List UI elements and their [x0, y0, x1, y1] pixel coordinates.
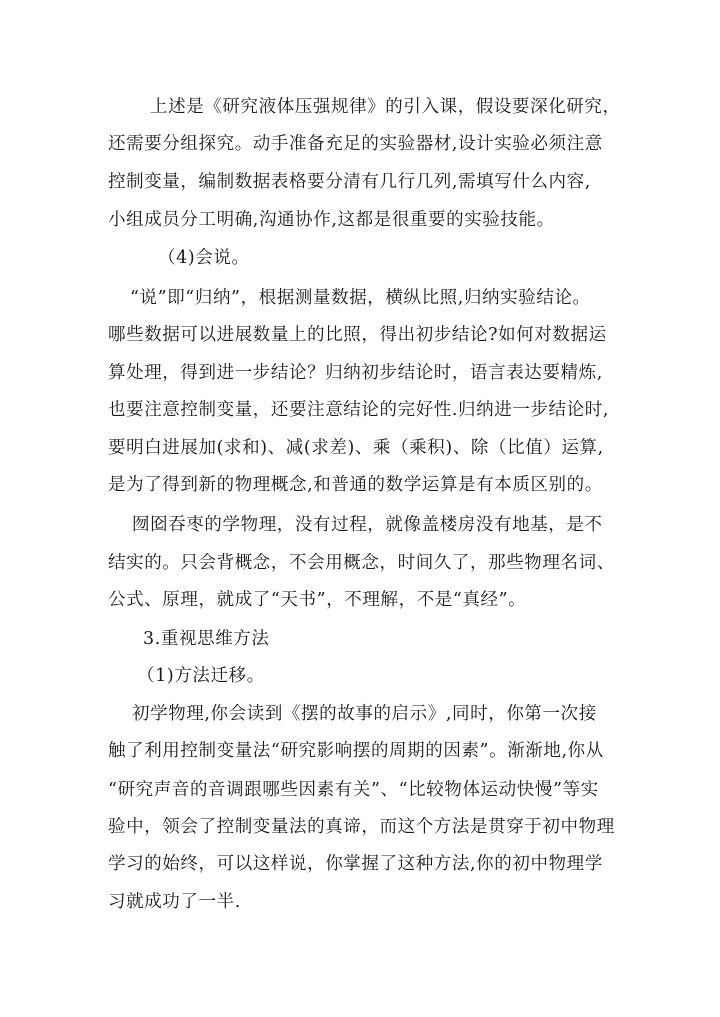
- paragraph-4-line-6: 习就成功了一半.: [108, 892, 241, 912]
- paragraph-2-line-4: 也要注意控制变量，还要注意结论的完好性.归纳进一步结论时,: [108, 400, 610, 420]
- paragraph-3-line-1: 囫囵吞枣的学物理，没有过程，就像盖楼房没有地基，是不: [132, 515, 603, 535]
- paragraph-2-line-5: 要明白进展加(求和)、减(求差)、乘（乘积)、除（比值）运算,: [108, 438, 604, 458]
- paragraph-4-line-2: 触了利用控制变量法“研究影响摆的周期的因素”。渐渐地,你从: [108, 741, 604, 761]
- paragraph-2-line-2: 哪些数据可以进展数量上的比照，得出初步结论?如何对数据运: [108, 325, 607, 345]
- paragraph-4-line-1: 初学物理,你会读到《摆的故事的启示》,同时，你第一次接: [132, 704, 597, 724]
- paragraph-4-line-5: 学习的始终，可以这样说，你掌握了这种方法,你的初中物理学: [108, 854, 603, 874]
- paragraph-4-line-3: “研究声音的音调跟哪些因素有关”、“比较物体运动快慢”等实: [108, 780, 599, 800]
- paragraph-2-line-1: “说”即“归纳”，根据测量数据，横纵比照,归纳实验结论。: [130, 288, 591, 308]
- paragraph-1-line-1: 上述是《研究液体压强规律》的引入课，假设要深化研究，: [150, 97, 621, 117]
- subheading-1: （1)方法迁移。: [137, 666, 265, 686]
- subheading-4: （4)会说。: [158, 248, 250, 268]
- paragraph-2-line-3: 算处理，得到进一步结论？归纳初步结论时，语言表达要精炼,: [108, 363, 603, 383]
- paragraph-3-line-2: 结实的。只会背概念，不会用概念，时间久了，那些物理名词、: [108, 553, 615, 573]
- paragraph-1-line-3: 控制变量，编制数据表格要分清有几行几列,需填写什么内容,: [108, 172, 591, 192]
- paragraph-4-line-4: 验中，领会了控制变量法的真谛，而这个方法是贯穿于初中物理: [108, 817, 615, 837]
- paragraph-2-line-6: 是为了得到新的物理概念,和普通的数学运算是有本质区别的。: [108, 475, 603, 495]
- paragraph-3-line-3: 公式、原理，就成了“天书”，不理解，不是“真经”。: [108, 590, 527, 610]
- paragraph-1-line-2: 还需要分组探究。动手准备充足的实验器材,设计实验必须注意: [108, 134, 603, 154]
- section-3-heading: 3.重视思维方法: [143, 629, 270, 649]
- paragraph-1-line-4: 小组成员分工明确,沟通协作,这都是很重要的实验技能。: [108, 210, 555, 230]
